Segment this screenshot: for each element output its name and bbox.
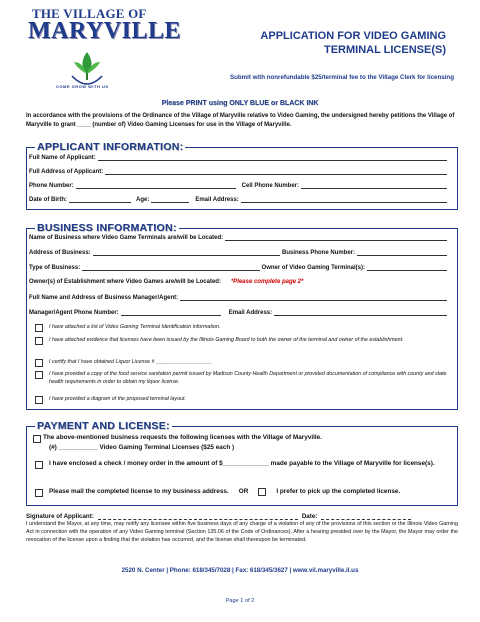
checkbox-pickup-license[interactable] [258,488,266,496]
business-name-label: Name of Business where Video Game Terminals are/will be Located: [29,235,224,241]
business-name-row [29,234,449,241]
business-section-title: BUSINESS INFORMATION: [37,222,177,234]
business-phone-field[interactable] [357,249,447,256]
full-name-label: Full Name of Applicant: [29,155,96,161]
full-address-label: Full Address of Applicant: [29,169,104,175]
terminal-owner-label: Owner of Video Gaming Terminal(s): [261,265,365,271]
business-phone-label: Business Phone Number: [281,250,355,256]
business-type-label: Type of Business: [29,265,81,271]
logo-top-line: THE VILLAGE OF [32,6,147,21]
business-type-row [29,264,449,271]
checkbox-terminal-list[interactable] [35,324,43,332]
business-section [26,222,458,410]
business-name-field[interactable] [225,234,447,241]
logo-slogan: COME GROW WITH US [56,84,109,89]
phone-label: Phone Number: [29,183,74,189]
manager-phone-label: Manager/Agent Phone Number: [29,310,119,316]
check-gaming-board-text: I have attached evidence that licenses have been issued by the Illinois Gaming Board to both the owner of the terminal and owner of the establishment. [49,337,404,343]
payment-enclosed-text: I have enclosed a check / money order in the amount of $_____________ made payable to the Village of Maryville for license(s). [49,460,435,467]
dob-label: Date of Birth: [29,197,67,203]
payment-section-title: PAYMENT AND LICENSE: [37,420,170,432]
see-page2-note: *Please complete page 2* [230,279,304,285]
check-sanitation-permit-text: I have provided a copy of the food service sanitation permit issued by Madison County Health Department or provided documentation of compliance with county and state health requirements in order to obtain my liquor license. [49,371,447,385]
manager-label: Full Name and Address of Business Manager/Agent: [29,295,179,301]
signature-row [26,513,458,520]
delivery-options [49,487,449,496]
full-address-field[interactable] [105,168,447,175]
checkbox-payment-enclosed[interactable] [35,461,43,469]
mail-license-text: Please mail the completed license to my business address. [49,488,229,495]
business-type-field[interactable] [82,264,259,271]
payment-section [26,420,458,506]
manager-phone-field[interactable] [121,309,221,316]
cell-label: Cell Phone Number: [241,183,300,189]
checkbox-liquor-license[interactable] [35,359,43,367]
applicant-section-title: APPLICANT INFORMATION: [37,141,184,153]
form-title-line2: TERMINAL LICENSE(S) [323,44,446,56]
footer-contact: 2520 N. Center | Phone: 618/345/7028 | Fax: 618/345/3627 | www.vil.maryville.il.us [121,567,359,574]
checkbox-sanitation-permit[interactable] [35,371,43,379]
print-instruction: Please PRINT using ONLY BLUE or BLACK INK [161,100,319,107]
dob-field[interactable] [69,196,131,203]
payment-request-text: The above-mentioned business requests the following licenses with the Village of Maryville. [43,434,323,441]
business-address-label: Address of Business: [29,250,91,256]
full-name-field[interactable] [98,154,447,161]
submit-note: Submit with nonrefundable $25/terminal fee to the Village Clerk for licensing [229,74,454,81]
license-count-text: (#) ___________ Video Gaming Terminal Licenses ($25 each ) [49,444,235,451]
date-label: Date: [301,513,318,520]
checkbox-gaming-board[interactable] [35,337,43,345]
date-field[interactable] [321,513,411,520]
checkbox-terminal-diagram[interactable] [35,396,43,404]
manager-row [29,294,449,301]
manager-field[interactable] [180,294,447,301]
age-label: Age: [136,197,150,203]
manager-phone-row [29,309,449,316]
business-address-field[interactable] [93,249,280,256]
dob-row [29,196,449,203]
manager-email-field[interactable] [274,309,447,316]
page-number: Page 1 of 2 [225,598,255,604]
email-label: Email Address: [195,197,239,203]
phone-row [29,182,449,189]
check-terminal-diagram-text: I have provided a diagram of the proposed terminal layout. [49,396,186,402]
email-field[interactable] [241,196,447,203]
age-field[interactable] [151,196,189,203]
check-liquor-license-text: I certify that I have obtained Liquor License # ___________________ [49,359,212,365]
form-title-line1: APPLICATION FOR VIDEO GAMING [260,30,446,42]
checkbox-request-licenses[interactable] [33,435,41,443]
signature-field[interactable] [98,513,298,520]
manager-email-label: Email Address: [228,310,273,316]
full-name-row [29,154,449,161]
establishment-owner-row [29,279,449,285]
intro-paragraph: In accordance with the provisions of the Ordinance of the Village of Maryville relative to Video Gaming, the undersigned hereby petitions the Village of Maryville to grant ____ (number of) Video Gaming Licenses for use in the Village of Maryville. [26,113,455,128]
business-address-row [29,249,449,256]
legal-notice: I understand the Mayor, at any time, may notify any licensee within five business days of any charge of a violation of any of the provisions of this section or the Illinois Video Gaming Act in connection with the operation of any Video Gaming terminal (Section 135.06 of the Code of Ordinances). After a hearing presided over by the Mayor, the Mayor may order the revocation of the license upon a finding that the violation has occurred, and the license shall thereupon be terminated. [26,521,458,543]
terminal-owner-field[interactable] [367,264,447,271]
applicant-section [26,141,458,210]
full-address-row [29,168,449,175]
pickup-license-text: I prefer to pick up the completed license. [276,488,401,495]
check-terminal-list-text: I have attached a list of Video Gaming Terminal Identification information. [49,324,221,330]
logo-name: MARYVILLE [28,18,181,44]
or-text: OR [238,488,249,495]
signature-label: Signature of Applicant: [26,513,94,520]
cell-field[interactable] [301,182,447,189]
phone-field[interactable] [76,182,236,189]
establishment-owner-label: Owner(s) of Establishment where Video Games are/will be Located: [29,279,221,285]
checkbox-mail-license[interactable] [35,489,43,497]
